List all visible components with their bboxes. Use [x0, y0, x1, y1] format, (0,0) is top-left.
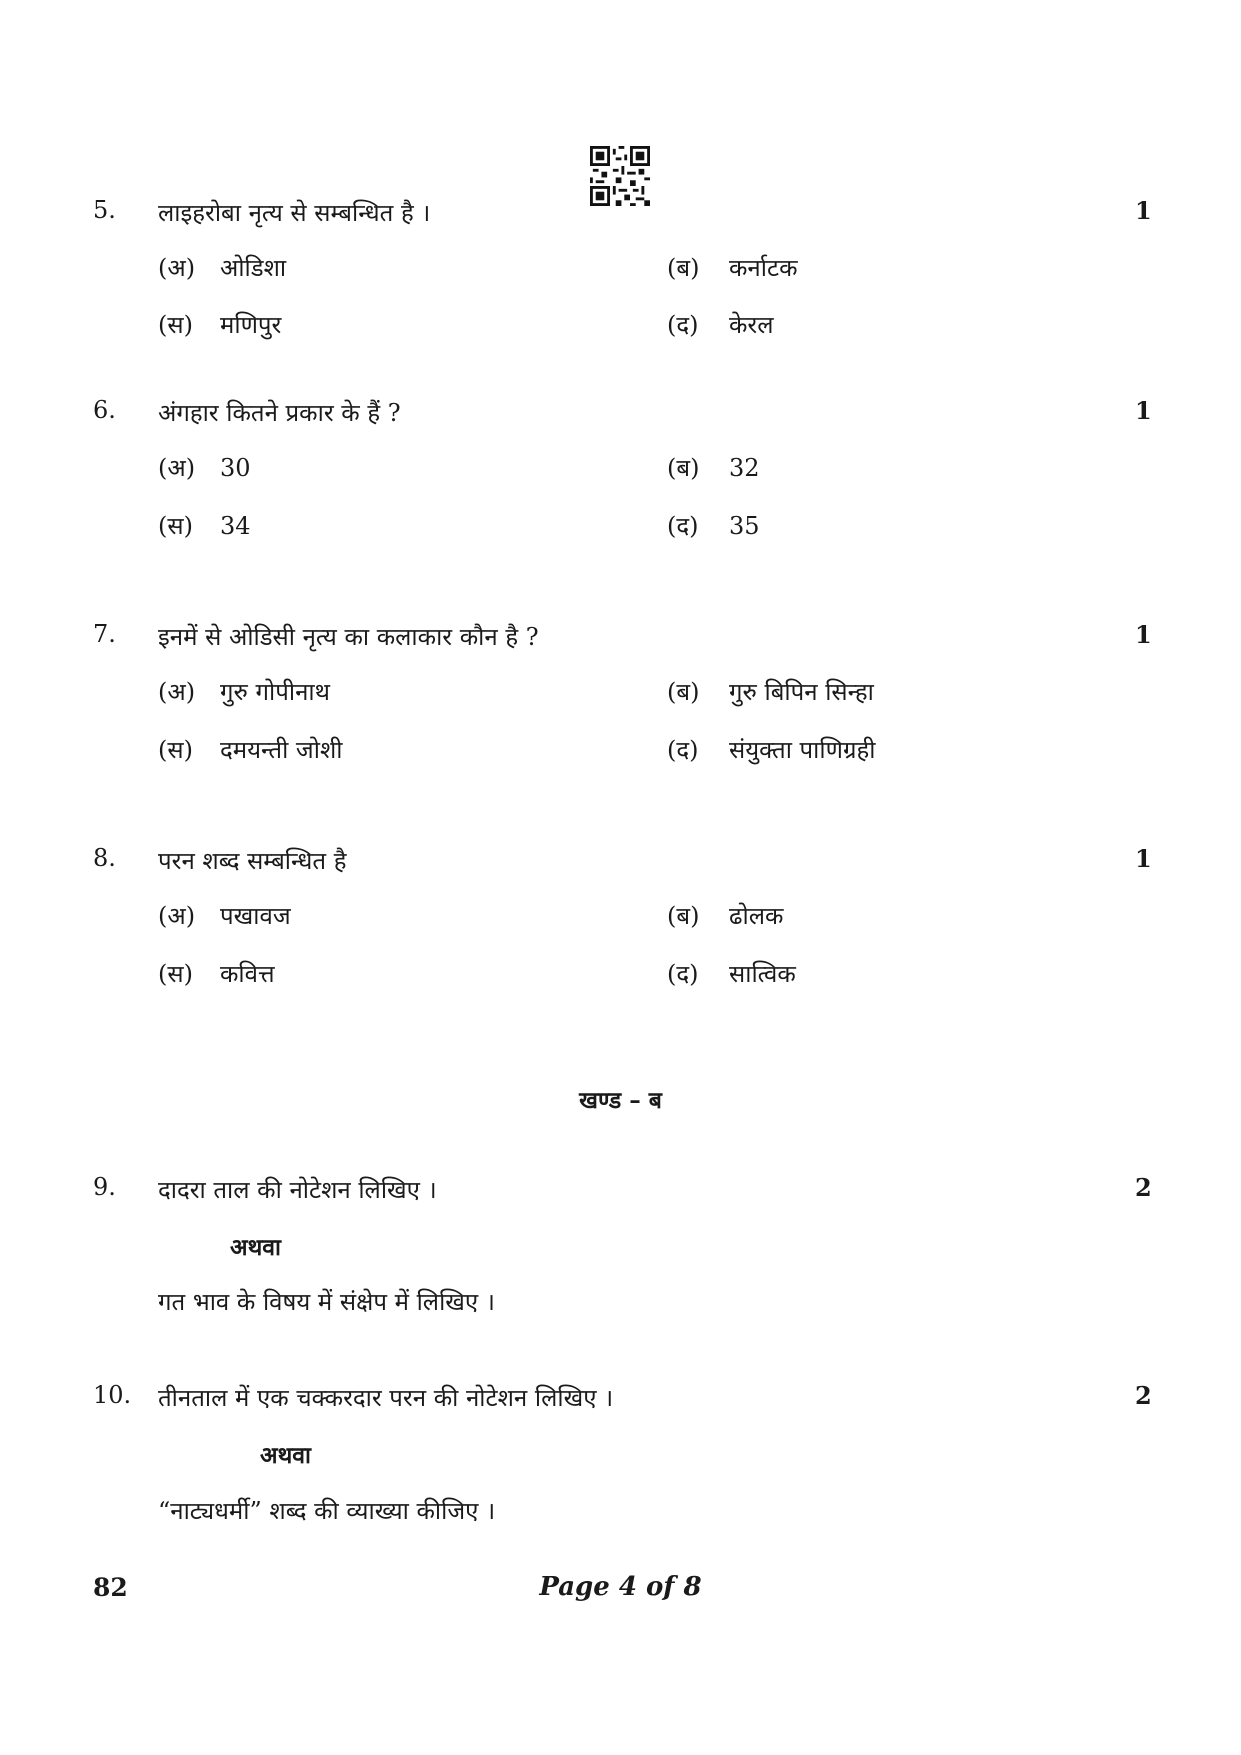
footer-page-number: Page 4 of 8 — [539, 1572, 702, 1602]
question-7-marks: 1 — [1135, 620, 1152, 649]
option-label: (ब) — [667, 678, 700, 706]
option-text: कवित्त — [220, 960, 275, 988]
option-text: पखावज — [220, 902, 291, 930]
question-7-number: 7. — [93, 620, 116, 648]
question-7-option-a — [158, 675, 330, 708]
question-5-number: 5. — [93, 196, 116, 224]
question-5-text: लाइहरोबा नृत्य से सम्बन्धित है । — [158, 199, 431, 227]
option-text: 32 — [729, 454, 760, 482]
question-10-or: अथवा — [260, 1442, 312, 1469]
question-6-option-d — [667, 509, 760, 542]
option-label: (ब) — [667, 902, 700, 930]
question-8-option-a — [158, 899, 291, 932]
question-8-text: परन शब्द सम्बन्धित है — [158, 847, 347, 875]
option-label: (अ) — [158, 678, 196, 706]
section-b-heading: खण्ड – ब — [579, 1087, 662, 1114]
option-label: (अ) — [158, 454, 196, 482]
question-7-text: इनमें से ओडिसी नृत्य का कलाकार कौन है ? — [158, 623, 539, 651]
option-label: (अ) — [158, 902, 196, 930]
question-9-marks: 2 — [1135, 1173, 1152, 1202]
option-text: 30 — [220, 454, 251, 482]
option-label: (ब) — [667, 254, 700, 282]
option-text: कर्नाटक — [729, 254, 798, 282]
footer-paper-code: 82 — [93, 1573, 128, 1602]
question-10-marks: 2 — [1135, 1381, 1152, 1410]
option-text: 34 — [220, 512, 251, 540]
question-9-alternative: गत भाव के विषय में संक्षेप में लिखिए । — [158, 1288, 495, 1316]
question-9-number: 9. — [93, 1173, 116, 1201]
question-9-or: अथवा — [230, 1234, 282, 1261]
option-text: केरल — [729, 311, 774, 339]
option-label: (स) — [158, 512, 193, 540]
question-6-marks: 1 — [1135, 396, 1152, 425]
option-label: (स) — [158, 736, 193, 764]
option-text: मणिपुर — [220, 311, 282, 339]
option-label: (द) — [667, 960, 699, 988]
question-8-option-d — [667, 957, 796, 990]
question-8-number: 8. — [93, 844, 116, 872]
question-10-text: तीनताल में एक चक्करदार परन की नोटेशन लिखिए । — [158, 1384, 614, 1412]
option-label: (द) — [667, 512, 699, 540]
option-label: (अ) — [158, 254, 196, 282]
question-10-number: 10. — [93, 1381, 132, 1409]
question-7-option-d — [667, 733, 875, 766]
question-7-option-b — [667, 675, 874, 708]
question-8-marks: 1 — [1135, 844, 1152, 873]
option-text: दमयन्ती जोशी — [220, 736, 343, 764]
question-5-option-a — [158, 251, 286, 284]
question-6-option-a — [158, 451, 251, 484]
question-9-text: दादरा ताल की नोटेशन लिखिए । — [158, 1176, 437, 1204]
question-5-option-c — [158, 308, 281, 341]
option-text: 35 — [729, 512, 760, 540]
option-label: (द) — [667, 736, 699, 764]
option-text: संयुक्ता पाणिग्रही — [729, 736, 876, 764]
option-label: (ब) — [667, 454, 700, 482]
question-5-option-d — [667, 308, 774, 341]
option-label: (स) — [158, 960, 193, 988]
option-text: ओडिशा — [220, 254, 287, 282]
option-text: गुरु गोपीनाथ — [220, 678, 330, 706]
option-label: (स) — [158, 311, 193, 339]
question-10-alternative: “नाट्यधर्मी” शब्द की व्याख्या कीजिए । — [158, 1497, 496, 1525]
qr-code-icon — [590, 146, 650, 206]
option-label: (द) — [667, 311, 699, 339]
question-8-option-b — [667, 899, 783, 932]
question-6-text: अंगहार कितने प्रकार के हैं ? — [158, 399, 401, 427]
question-5-marks: 1 — [1135, 196, 1152, 225]
question-7-option-c — [158, 733, 343, 766]
question-6-option-c — [158, 509, 251, 542]
question-6-option-b — [667, 451, 760, 484]
question-6-number: 6. — [93, 396, 116, 424]
question-8-option-c — [158, 957, 275, 990]
question-5-option-b — [667, 251, 798, 284]
option-text: सात्विक — [729, 960, 796, 988]
option-text: गुरु बिपिन सिन्हा — [729, 678, 874, 706]
option-text: ढोलक — [729, 902, 784, 930]
